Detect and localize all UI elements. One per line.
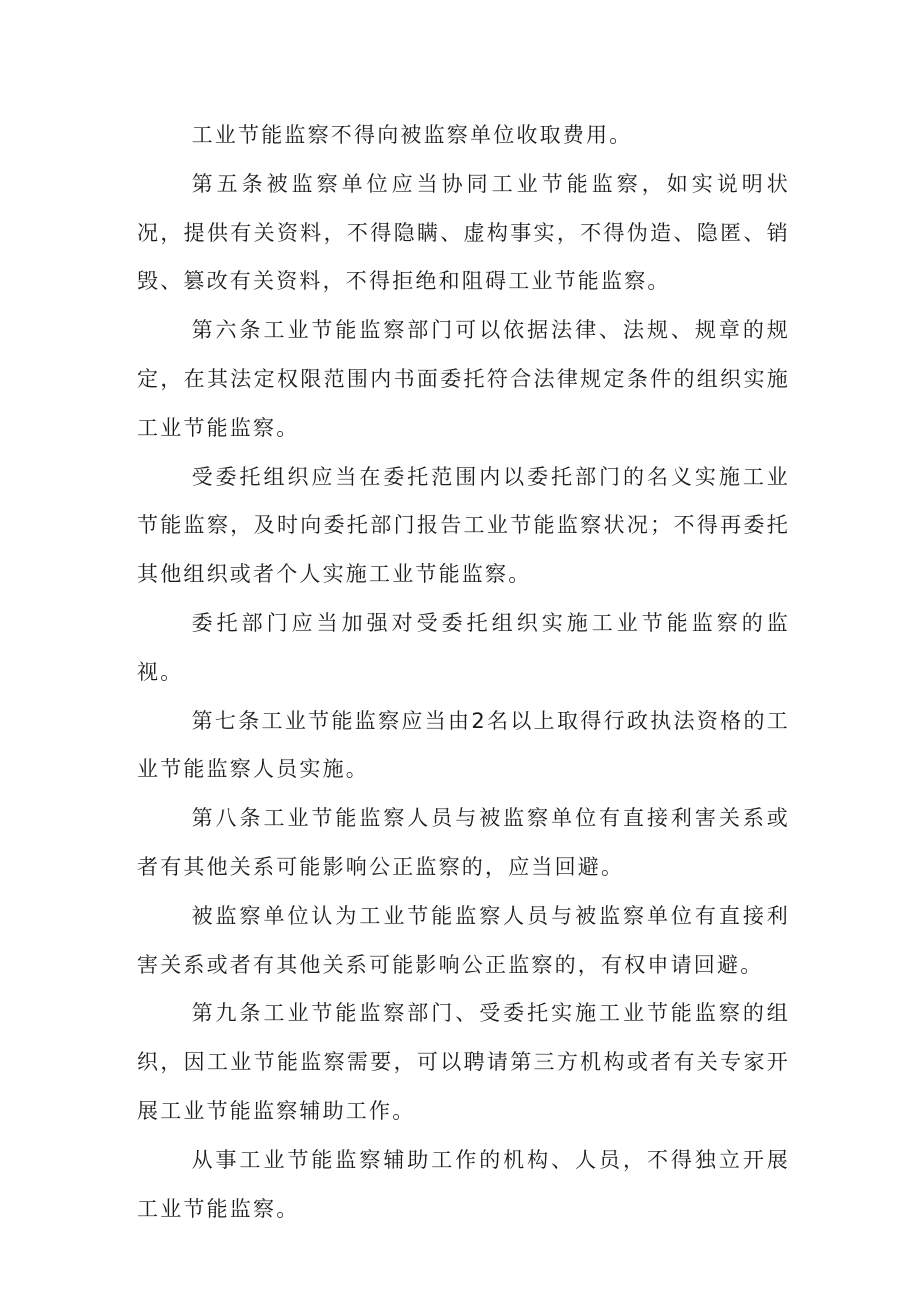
paragraph: 受委托组织应当在委托范围内以委托部门的名义实施工业节能监察，及时向委托部门报告工业节能监察状况；不得再委托其他组织或者个人实施工业节能监察。 [137, 464, 790, 587]
paragraph: 第九条工业节能监察部门、受委托实施工业节能监察的组织，因工业节能监察需要，可以聘请第三方机构或者有关专家开展工业节能监察辅助工作。 [137, 1001, 790, 1123]
paragraph: 从事工业节能监察辅助工作的机构、人员，不得独立开展工业节能监察。 [137, 1147, 790, 1221]
paragraph: 第五条被监察单位应当协同工业节能监察，如实说明状况，提供有关资料，不得隐瞒、虚构事实，不得伪造、隐匿、销毁、篡改有关资料，不得拒绝和阻碍工业节能监察。 [137, 171, 790, 294]
paragraph: 第六条工业节能监察部门可以依据法律、法规、规章的规定，在其法定权限范围内书面委托符合法律规定条件的组织实施工业节能监察。 [137, 318, 790, 440]
paragraph: 工业节能监察不得向被监察单位收取费用。 [191, 123, 633, 147]
paragraph: 第八条工业节能监察人员与被监察单位有直接利害关系或者有其他关系可能影响公正监察的，应当回避。 [137, 806, 790, 879]
document-body [137, 111, 790, 1233]
paragraph: 被监察单位认为工业节能监察人员与被监察单位有直接利害关系或者有其他关系可能影响公正监察的，有权申请回避。 [137, 903, 790, 977]
paragraph: 委托部门应当加强对受委托组织实施工业节能监察的监视。 [137, 610, 790, 684]
paragraph: 第七条工业节能监察应当由2名以上取得行政执法资格的工业节能监察人员实施。 [137, 708, 790, 782]
